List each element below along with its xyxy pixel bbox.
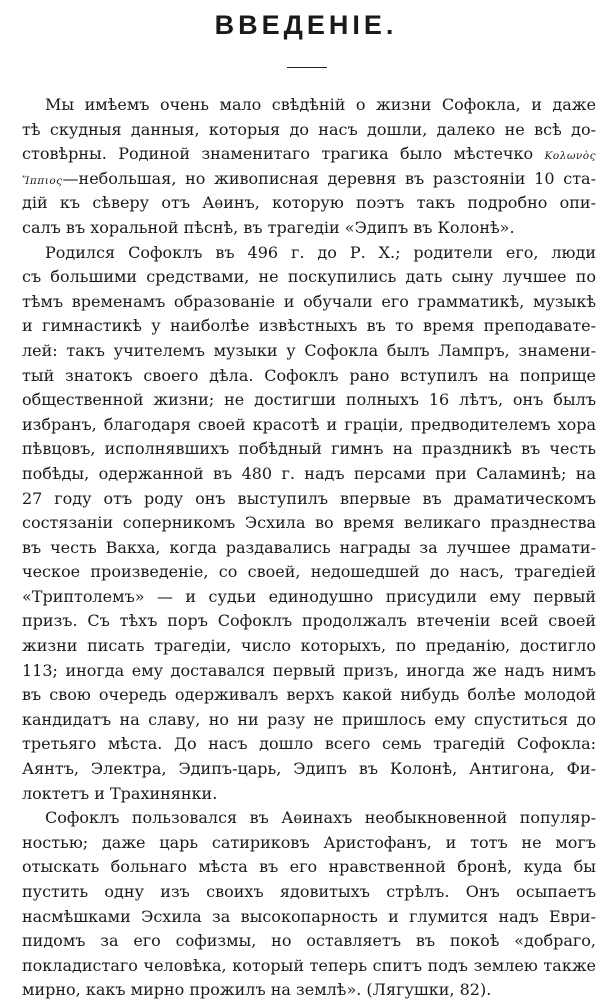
text-line: пустить одну изъ своихъ ядовитыхъ стрѣлъ. Онъ осыпаетъ bbox=[22, 882, 596, 901]
text-line: жизни писать трагедіи, число которыхъ, по преданію, достигло bbox=[22, 636, 596, 656]
text-line: призъ. Съ тѣхъ поръ Софоклъ продолжалъ втеченіи всей своей bbox=[22, 611, 596, 631]
text-line: локтетъ и Трахинянки. bbox=[22, 783, 218, 803]
greek-word: Κολωνὸς bbox=[544, 150, 596, 163]
text-line: и гимнастикѣ у наиболѣе извѣстныхъ въ то время преподавате- bbox=[22, 316, 596, 336]
text-line: третьяго мѣста. До насъ дошло всего семь трагедій Софокла: bbox=[22, 734, 596, 754]
text-line: Аянтъ, Электра, Эдипъ-царь, Эдипъ въ Колонѣ, Антигона, Фи- bbox=[22, 759, 596, 779]
text-line: покладистаго человѣка, который теперь спитъ подъ землею также bbox=[22, 955, 596, 975]
text-line: состязаніи соперникомъ Эсхила во время великаго празднества bbox=[22, 513, 596, 533]
text-line: лей: такъ учителемъ музыки у Софокла былъ Лампръ, знамени- bbox=[22, 340, 596, 360]
text-line: Родился Софоклъ въ 496 г. до Р. Х.; родители его, люди bbox=[45, 242, 596, 262]
body-text bbox=[22, 93, 596, 1003]
title-divider bbox=[287, 67, 327, 68]
text-line: побѣды, одержанной въ 480 г. надъ персами при Саламинѣ; на bbox=[22, 463, 596, 483]
text-line: въ честь Вакха, когда раздавались награды за лучшее драмати- bbox=[22, 537, 596, 557]
text-line: дій къ сѣверу отъ Аѳинъ, которую поэтъ такъ подробно опи- bbox=[22, 193, 596, 213]
text-line: Софоклъ пользовался въ Аѳинахъ необыкновенной популяр- bbox=[45, 808, 596, 828]
text-line: ческое произведеніе, со своей, недошедшей до насъ, трагедіей bbox=[22, 562, 596, 582]
text-line: избранъ, благодаря своей красотѣ и граціи, предводителемъ хора bbox=[22, 414, 596, 434]
text-fragment: стовѣрны. Родиной знаменитаго трагика было мѣстечко bbox=[22, 144, 534, 164]
text-fragment: —небольшая, но живописная деревня въ разстояніи 10 ста- bbox=[62, 168, 596, 188]
text-line: тѣ скудныя данныя, которыя до насъ дошли, далеко не всѣ до- bbox=[22, 119, 596, 139]
text-line: тый знатокъ своего дѣла. Софоклъ рано вступилъ на поприще bbox=[22, 365, 596, 385]
text-line bbox=[22, 167, 596, 192]
text-line: 27 году отъ роду онъ выступилъ впервые въ драматическомъ bbox=[22, 488, 596, 508]
text-line: пѣвцовъ, исполнявшихъ побѣдный гимнъ на праздникѣ въ честь bbox=[22, 439, 596, 459]
text-line: салъ въ хоральной пѣснѣ, въ трагедіи «Эдипъ въ Колонѣ». bbox=[22, 217, 515, 237]
chapter-title: ВВЕДЕНІЕ. bbox=[214, 10, 398, 40]
greek-word: Ἵππιος bbox=[22, 174, 63, 187]
text-line: пидомъ за его софизмы, но оставляетъ въ покоѣ «добраго, bbox=[22, 931, 596, 951]
text-line: въ свою очередь одерживалъ верхъ какой нибудь болѣе молодой bbox=[22, 685, 596, 705]
text-line: 113; иногда ему доставался первый призъ, иногда же надъ нимъ bbox=[22, 660, 596, 680]
text-line: насмѣшками Эсхила за высокопарность и глумится надъ Еври- bbox=[22, 906, 596, 926]
text-line: съ большими средствами, не поскупились дать сыну лучшее по bbox=[22, 267, 596, 287]
text-line: мирно, какъ мирно прожилъ на землѣ». (Лягушки, 82). bbox=[22, 980, 492, 1000]
text-line: тѣмъ временамъ образованіе и обучали его грамматикѣ, музыкѣ bbox=[22, 291, 596, 311]
text-line: Мы имѣемъ очень мало свѣдѣній о жизни Софокла, и даже bbox=[45, 95, 596, 114]
text-line: кандидатъ на славу, но ни разу не пришлось ему спуститься до bbox=[22, 709, 596, 729]
text-line: «Триптолемъ» — и судьи единодушно присудили ему первый bbox=[22, 586, 596, 606]
text-line: отыскать больнаго мѣста въ его нравственной бронѣ, куда бы bbox=[22, 857, 596, 877]
text-line bbox=[22, 142, 596, 167]
text-line: ностью; даже царь сатириковъ Аристофанъ, и тотъ не могъ bbox=[22, 832, 596, 852]
text-line: общественной жизни; не достигши полныхъ 16 лѣтъ, онъ былъ bbox=[22, 390, 596, 410]
